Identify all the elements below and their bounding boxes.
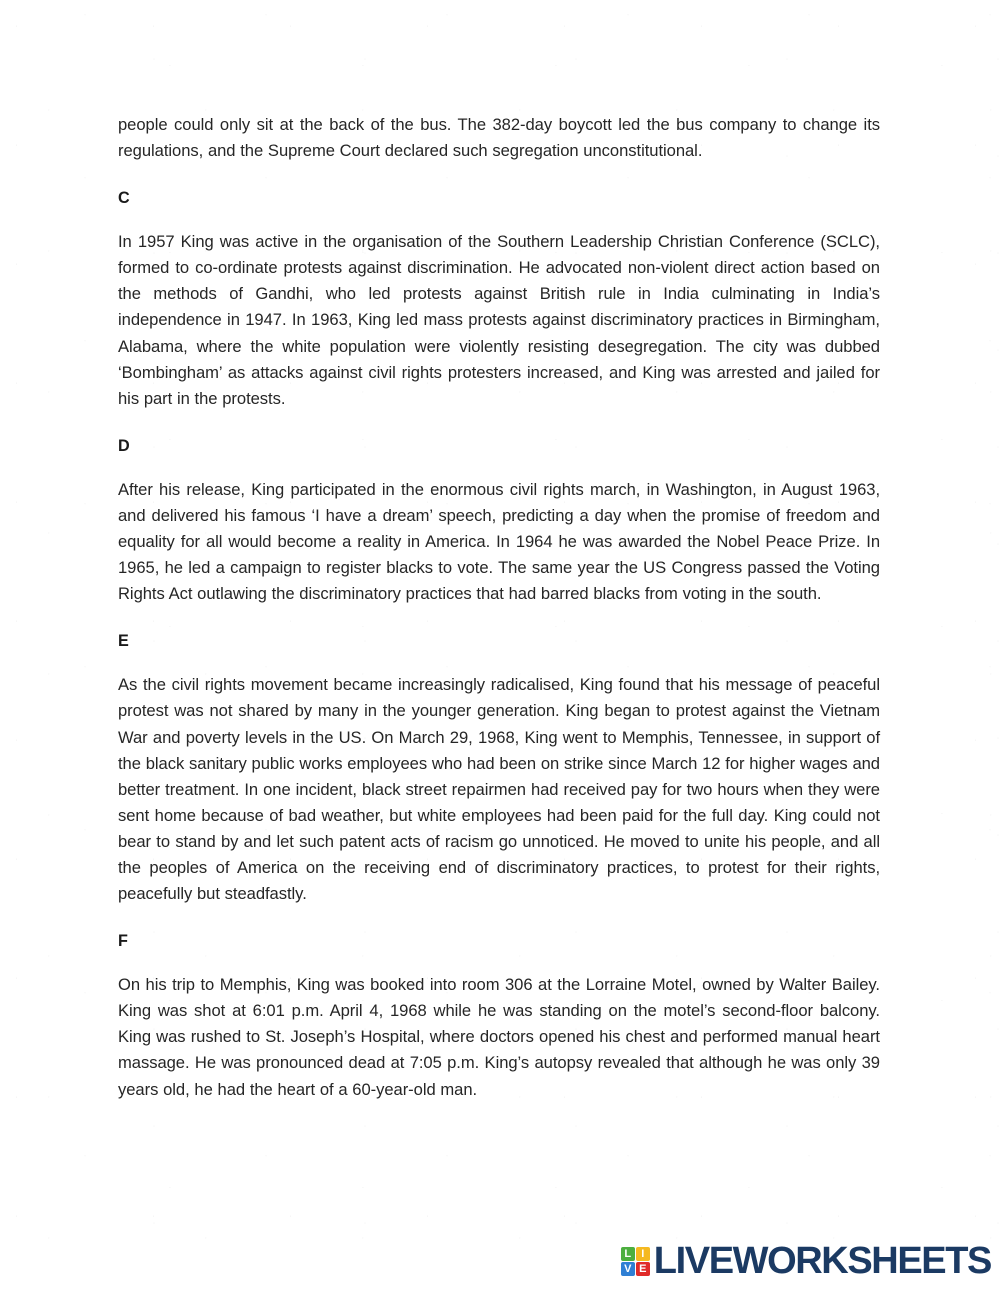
paragraph-d: After his release, King participated in the enormous civil rights march, in Washington, in August 1963, and delivered his famous ‘I have a dream’ speech, predicting a day when the promise of freedom and equality for all would become a reality in America. In 1964 he was awarded the Nobel Peace Prize. In 1965, he led a campaign to register blacks to vote. The same year the US Congress passed the Voting Rights Act outlawing the discriminatory practices that had barred blacks from voting in the south. bbox=[118, 479, 880, 604]
logo-tile-v: V bbox=[621, 1262, 635, 1276]
section-marker-d: D bbox=[118, 436, 130, 455]
liveworksheets-wordmark: LIVEWORKSHEETS bbox=[653, 1240, 991, 1282]
logo-tile-i: I bbox=[636, 1247, 650, 1261]
section-marker-c: C bbox=[118, 189, 130, 208]
liveworksheets-logo bbox=[621, 1239, 991, 1283]
paragraph-f: On his trip to Memphis, King was booked into room 306 at the Lorraine Motel, owned by Walter Bailey. King was shot at 6:01 p.m. April 4, 1968 while he was standing on the motel’s second-floor balcony. King was rushed to St. Joseph’s Hospital, where doctors opened his chest and performed manual heart massage. He was pronounced dead at 7:05 p.m. King’s autopsy revealed that although he was only 39 years old, he had the heart of a 60-year-old man. bbox=[118, 975, 880, 1099]
paragraph-e: As the civil rights movement became increasingly radicalised, King found that his message of peaceful protest was not shared by many in the younger generation. King began to protest against the Vietnam War and poverty levels in the US. On March 29, 1968, King went to Memphis, Tennessee, in support of the black sanitary public works employees who had been on strike since March 12 for higher wages and better treatment. In one incident, black street repairmen had received pay for two hours when they were sent home because of bad weather, but white employees had been paid for the full day. King could not bear to stand by and let such patent acts of racism go unnoticed. He moved to unite his people, and all the peoples of America on the receiving end of discriminatory practices, to protest for their rights, peacefully but steadfastly. bbox=[118, 675, 880, 904]
paragraph-c: In 1957 King was active in the organisation of the Southern Leadership Christian Conference (SCLC), formed to co-ordinate protests against discrimination. He advocated non-violent direct action based on the methods of Gandhi, who led protests against British rule in India culminating in India’s independence in 1947. In 1963, King led mass protests against discriminatory practices in Birmingham, Alabama, where the white population were violently resisting desegregation. The city was dubbed ‘Bombingham’ as attacks against civil rights protesters increased, and King was arrested and jailed for his part in the protests. bbox=[118, 232, 880, 408]
liveworksheets-logo-tiles bbox=[621, 1247, 650, 1276]
section-marker-e: E bbox=[118, 632, 129, 651]
logo-tile-e: E bbox=[636, 1262, 650, 1276]
logo-tile-l: L bbox=[621, 1247, 635, 1261]
paragraph-continuation: people could only sit at the back of the bus. The 382-day boycott led the bus company to change its regulations, and the Supreme Court declared such segregation unconstitutional. bbox=[118, 115, 880, 161]
section-marker-f: F bbox=[118, 932, 129, 951]
reading-passage bbox=[118, 112, 880, 1103]
